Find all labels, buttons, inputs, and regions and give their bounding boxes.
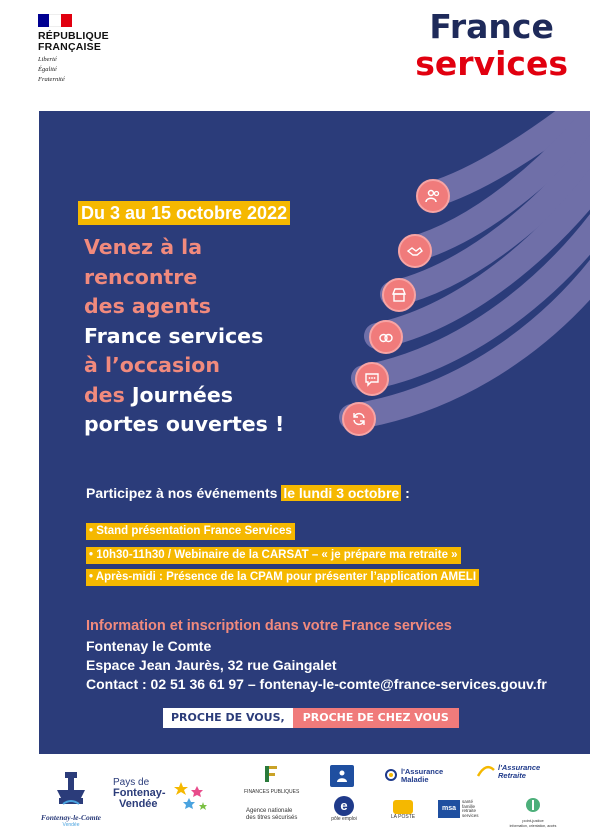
- headline-line-7: portes ouvertes !: [84, 412, 285, 436]
- finances-publiques-logo: [244, 764, 304, 796]
- headline-line-2: rencontre: [84, 264, 198, 289]
- assurance-retraite-logo: [476, 764, 556, 780]
- la-poste-label: LA POSTE: [390, 814, 416, 820]
- point-justice-l1: point-justice: [522, 818, 544, 823]
- stars-icon: [171, 778, 211, 818]
- assurance-maladie-l1: l'Assurance: [401, 767, 444, 776]
- fontenay-label: Fontenay-le-Comte: [41, 813, 101, 822]
- pays-l2: Fontenay-: [113, 787, 166, 799]
- pole-emploi-icon: e: [334, 796, 354, 816]
- pays-l3: Vendée: [119, 798, 158, 810]
- republique-francaise-logo: [38, 14, 158, 83]
- assurance-retraite-l2: Retraite: [498, 771, 526, 780]
- motto-egalite: Égalité: [38, 66, 57, 73]
- headline-line-6-b: Journées: [131, 382, 233, 407]
- info-city: Fontenay le Comte: [86, 638, 212, 654]
- msa-l1: santé: [462, 799, 474, 804]
- headline-line-4: France services: [84, 323, 264, 348]
- point-justice-icon: [524, 796, 542, 814]
- info-title: Information et inscription dans votre France services: [86, 618, 452, 634]
- refresh-icon: [342, 402, 376, 436]
- la-poste-logo: [388, 800, 418, 821]
- caf-logo: [330, 765, 354, 787]
- pole-emploi-label: pôle emploi: [331, 816, 357, 822]
- date-badge: Du 3 au 15 octobre 2022: [78, 201, 290, 225]
- assurance-maladie-icon: [384, 768, 398, 782]
- headline-line-6-a: des: [84, 382, 132, 407]
- handshake-icon: [398, 234, 432, 268]
- headline-line-5: à l’occasion: [84, 353, 220, 377]
- msa-icon: msa: [438, 800, 460, 818]
- motto-fraternite: Fraternité: [38, 76, 65, 83]
- events-date: le lundi 3 octobre: [283, 485, 400, 501]
- events-intro: [86, 483, 410, 503]
- ants-logo: [246, 808, 316, 822]
- msa-l2: famille: [462, 803, 476, 809]
- ants-l1: Agence nationale: [246, 808, 293, 814]
- pays-de-fontenay-logo: [113, 778, 223, 810]
- pays-l1: Pays de: [113, 777, 150, 788]
- republic-line-1: RÉPUBLIQUE: [38, 30, 109, 42]
- la-poste-icon: [393, 800, 413, 814]
- headline-line-3: des agents: [84, 294, 211, 318]
- msa-l3: retraite: [462, 808, 477, 813]
- info-contact: Contact : 02 51 36 61 97 – fontenay-le-comte@france-services.gouv.fr: [86, 676, 547, 692]
- motto-liberte: Liberté: [38, 56, 57, 63]
- logo-france: France: [429, 7, 554, 46]
- people-icon: [416, 179, 450, 213]
- tagline-part-1: PROCHE DE VOUS,: [163, 708, 293, 728]
- logo-services: services: [415, 44, 568, 83]
- fountain-icon: [51, 768, 91, 808]
- bullet-cpam: • Après-midi : Présence de la CPAM pour présenter l’application AMELI: [86, 569, 479, 586]
- french-flag-icon: [38, 14, 72, 27]
- fontenay-sub: Vendée: [62, 822, 80, 828]
- assurance-maladie-l2: Maladie: [401, 775, 429, 784]
- events-intro-text: Participez à nos événements: [86, 485, 282, 501]
- headline: [84, 233, 284, 440]
- assurance-retraite-icon: [476, 764, 496, 778]
- events-colon: :: [401, 485, 410, 501]
- rings-icon: [369, 320, 403, 354]
- msa-logo: [438, 800, 498, 818]
- finances-label: FINANCES PUBLIQUES: [244, 789, 300, 795]
- tagline-part-2: PROCHE DE CHEZ VOUS: [293, 708, 459, 728]
- fontenay-le-comte-logo: [36, 768, 106, 828]
- chat-icon: [355, 362, 389, 396]
- info-address: Espace Jean Jaurès, 32 rue Gaingalet: [86, 657, 337, 673]
- france-services-logo: [415, 8, 568, 82]
- tagline: [163, 708, 459, 728]
- pole-emploi-logo: [326, 796, 362, 823]
- finances-f-icon: [262, 764, 280, 784]
- headline-line-6: [84, 381, 284, 411]
- msa-l4: services: [462, 812, 479, 818]
- point-justice-l2: information, orientation, accès: [509, 823, 557, 828]
- bullet-webinaire: • 10h30-11h30 / Webinaire de la CARSAT – « je prépare ma retraite »: [86, 547, 461, 564]
- point-justice-logo: [508, 796, 558, 828]
- ants-l2: des titres sécurisés: [246, 815, 298, 821]
- headline-line-1: Venez à la: [84, 235, 203, 259]
- assurance-maladie-logo: [384, 768, 464, 784]
- republic-line-2: FRANÇAISE: [38, 41, 102, 53]
- shop-icon: [382, 278, 416, 312]
- assurance-retraite-l1: l'Assurance: [498, 763, 541, 772]
- caf-icon: [330, 765, 354, 787]
- bullet-stand: • Stand présentation France Services: [86, 523, 295, 540]
